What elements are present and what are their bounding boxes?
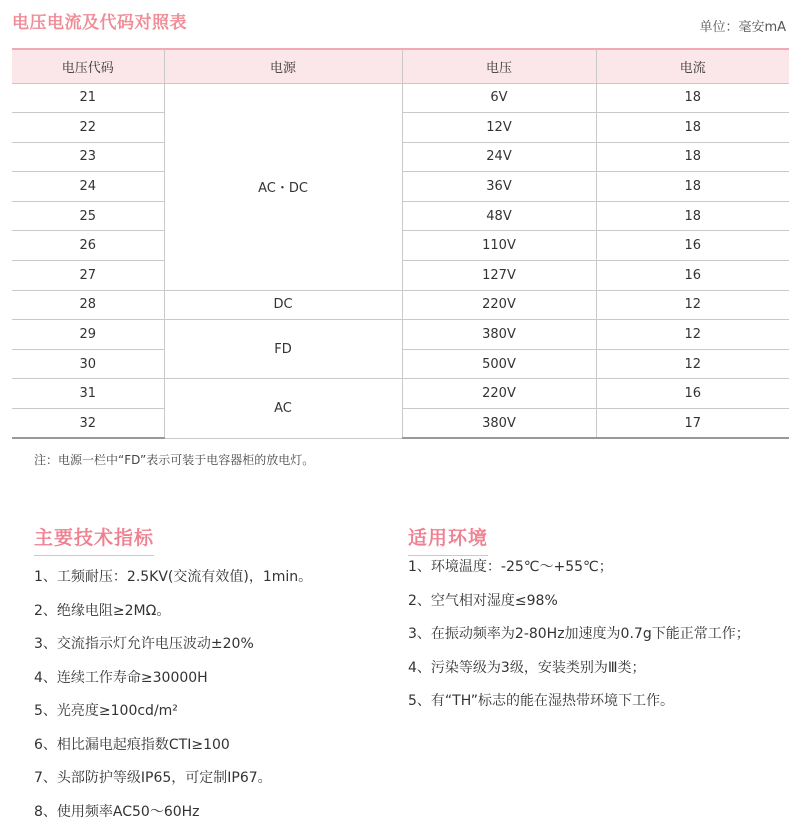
- list-item: 2、绝缘电阻≥2MΩ。: [34, 602, 171, 619]
- list-item: 5、有“TH”标志的能在湿热带环境下工作。: [408, 693, 675, 709]
- cell-current: 18: [596, 142, 789, 172]
- column-header-power: 电源: [164, 49, 402, 83]
- specs-list: [34, 566, 312, 823]
- table-row: [12, 379, 789, 409]
- list-item: 3、交流指示灯允许电压波动±20%: [34, 636, 254, 652]
- cell-current: 12: [596, 290, 789, 320]
- cell-current: 12: [596, 349, 789, 379]
- cell-voltage: 12V: [402, 113, 596, 143]
- list-item: 1、环境温度：-25℃～+55℃；: [408, 559, 613, 575]
- list-item: 2、空气相对湿度≤98%: [408, 592, 558, 609]
- cell-current: 16: [596, 261, 789, 291]
- cell-power-group: DC: [164, 290, 402, 320]
- cell-code: 28: [12, 290, 164, 320]
- cell-current: 16: [596, 231, 789, 261]
- cell-voltage: 380V: [402, 409, 596, 439]
- cell-code: 24: [12, 172, 164, 202]
- table-row: [12, 290, 789, 320]
- environment-title-text: 适用环境: [408, 527, 489, 549]
- column-header-current: 电流: [596, 49, 789, 83]
- list-item: 4、连续工作寿命≥30000H: [34, 669, 208, 686]
- cell-voltage: 36V: [402, 172, 596, 202]
- cell-voltage: 500V: [402, 349, 596, 379]
- cell-code: 31: [12, 379, 164, 409]
- cell-code: 30: [12, 349, 164, 379]
- cell-power-group: FD: [164, 320, 402, 379]
- table-row: [12, 83, 789, 113]
- cell-current: 18: [596, 201, 789, 231]
- list-item: 1、工频耐压：2.5KV(交流有效值)，1min。: [34, 569, 313, 585]
- cell-current: 16: [596, 379, 789, 409]
- cell-code: 27: [12, 261, 164, 291]
- column-header-voltage: 电压: [402, 49, 596, 83]
- unit-label: 单位：毫安mA: [699, 20, 786, 35]
- list-item: 8、使用频率AC50～60Hz: [34, 803, 200, 820]
- cell-code: 21: [12, 83, 164, 113]
- cell-code: 22: [12, 113, 164, 143]
- specs-title-text: 主要技术指标: [34, 527, 155, 549]
- cell-voltage: 127V: [402, 261, 596, 291]
- list-item: 7、头部防护等级IP65，可定制IP67。: [34, 770, 272, 786]
- cell-voltage: 220V: [402, 379, 596, 409]
- specs-section-title: [34, 523, 154, 550]
- cell-power-group: AC・DC: [164, 83, 402, 290]
- list-item: 5、光亮度≥100cd/m²: [34, 703, 178, 719]
- environment-list: [408, 556, 750, 724]
- cell-voltage: 6V: [402, 83, 596, 113]
- table-note: 注：电源一栏中“FD”表示可装于电容器柜的放电灯。: [34, 453, 315, 467]
- page-title: 电压电流及代码对照表: [12, 13, 187, 33]
- cell-code: 29: [12, 320, 164, 350]
- cell-voltage: 110V: [402, 231, 596, 261]
- voltage-code-table: [12, 48, 789, 439]
- cell-code: 25: [12, 201, 164, 231]
- cell-code: 23: [12, 142, 164, 172]
- cell-voltage: 24V: [402, 142, 596, 172]
- cell-current: 18: [596, 113, 789, 143]
- environment-section-title: [408, 523, 488, 550]
- cell-code: 32: [12, 409, 164, 439]
- specs-title-underline: [34, 555, 154, 556]
- list-item: 6、相比漏电起痕指数CTI≥100: [34, 736, 230, 753]
- table-row: [12, 320, 789, 350]
- table-header-row: [12, 49, 789, 83]
- column-header-code: 电压代码: [12, 49, 164, 83]
- list-item: 4、污染等级为3级，安装类别为Ⅲ类；: [408, 659, 646, 676]
- list-item: 3、在振动频率为2-80Hz加速度为0.7g下能正常工作；: [408, 626, 750, 642]
- cell-voltage: 380V: [402, 320, 596, 350]
- cell-voltage: 220V: [402, 290, 596, 320]
- cell-current: 18: [596, 83, 789, 113]
- cell-current: 17: [596, 409, 789, 439]
- cell-current: 12: [596, 320, 789, 350]
- cell-power-group: AC: [164, 379, 402, 438]
- cell-code: 26: [12, 231, 164, 261]
- cell-voltage: 48V: [402, 201, 596, 231]
- cell-current: 18: [596, 172, 789, 202]
